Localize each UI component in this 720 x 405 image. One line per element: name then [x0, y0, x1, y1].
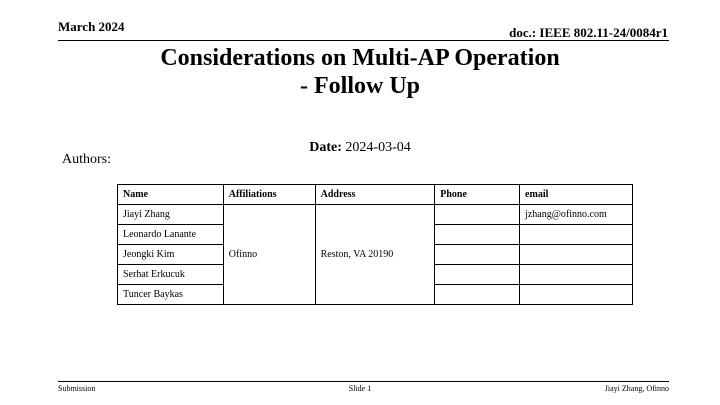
author-email — [520, 245, 633, 265]
footer-submission: Submission — [58, 384, 96, 393]
title-line-2: - Follow Up — [300, 73, 420, 99]
header-divider — [58, 40, 669, 41]
author-email — [520, 265, 633, 285]
header-doc-id: doc.: IEEE 802.11-24/0084r1 — [509, 25, 668, 40]
author-name: Tuncer Baykas — [118, 285, 224, 305]
author-name: Leonardo Lanante — [118, 225, 224, 245]
header-date: March 2024 — [58, 19, 125, 34]
column-header-affiliations: Affiliations — [223, 185, 315, 205]
column-header-name: Name — [118, 185, 224, 205]
author-phone — [435, 225, 520, 245]
column-header-phone: Phone — [435, 185, 520, 205]
footer-slide-number: Slide 1 — [348, 384, 372, 393]
date-value: 2024-03-04 — [345, 140, 411, 155]
author-email — [520, 225, 633, 245]
date-label: Date: — [309, 140, 342, 155]
author-name: Jiayi Zhang — [118, 205, 224, 225]
column-header-address: Address — [315, 185, 435, 205]
author-email: jzhang@ofinno.com — [520, 205, 633, 225]
table-header-row — [118, 185, 633, 205]
column-header-email: email — [520, 185, 633, 205]
author-email — [520, 285, 633, 305]
footer-divider — [58, 381, 669, 382]
author-name: Jeongki Kim — [118, 245, 224, 265]
author-affiliation: Ofinno — [223, 205, 315, 305]
author-phone — [435, 205, 520, 225]
author-address: Reston, VA 20190 — [315, 205, 435, 305]
author-phone — [435, 265, 520, 285]
table-row — [118, 205, 633, 225]
authors-label: Authors: — [62, 152, 111, 167]
author-phone — [435, 245, 520, 265]
title-line-1: Considerations on Multi-AP Operation — [160, 45, 560, 71]
authors-table — [117, 184, 633, 305]
author-name: Serhat Erkucuk — [118, 265, 224, 285]
slide-title — [0, 44, 720, 100]
author-phone — [435, 285, 520, 305]
footer-author: Jiayi Zhang, Ofinno — [604, 384, 669, 393]
